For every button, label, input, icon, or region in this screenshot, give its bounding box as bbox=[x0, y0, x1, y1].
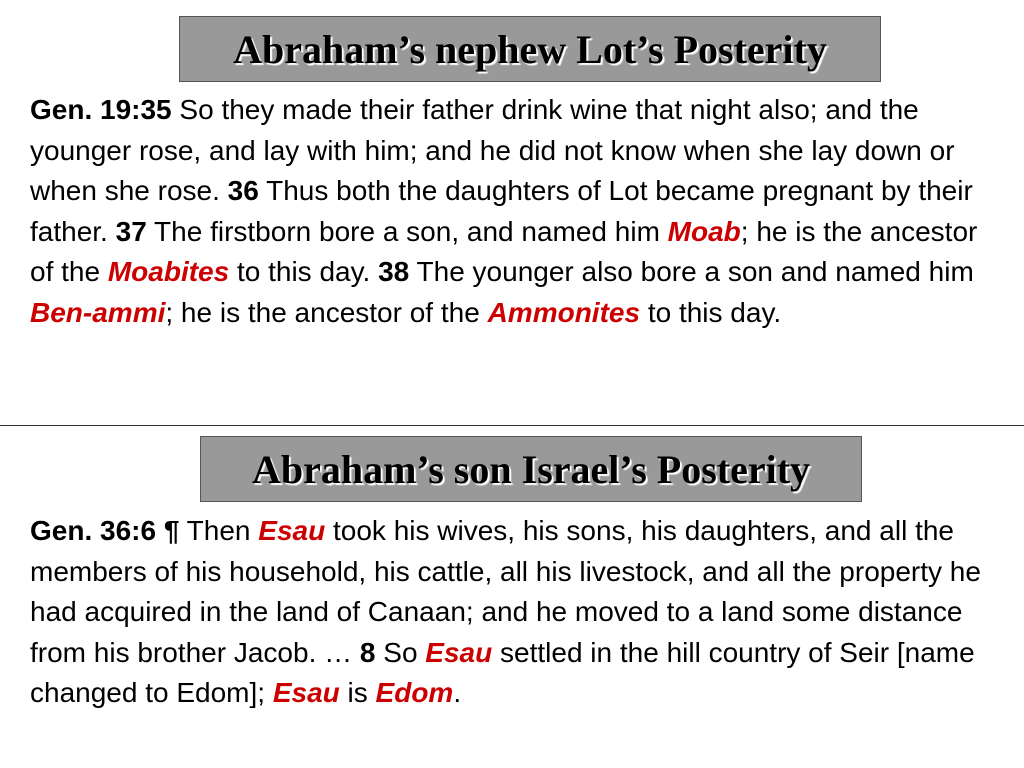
verse-text: The younger also bore a son and named him bbox=[409, 256, 974, 287]
verse-text: Then bbox=[179, 515, 259, 546]
verse-text: . bbox=[453, 677, 462, 708]
highlighted-name: Moabites bbox=[107, 256, 230, 287]
highlighted-name: Esau bbox=[425, 636, 493, 668]
verse-text: The firstborn bore a son, and named him bbox=[146, 215, 668, 247]
verse-text: So bbox=[375, 636, 426, 668]
highlighted-name: Esau bbox=[272, 677, 340, 708]
verse-number: 8 bbox=[359, 636, 376, 668]
verse-text: settled in the hill country of Seir [name changed to Edom]; bbox=[30, 636, 975, 708]
highlighted-name: Esau bbox=[258, 515, 326, 546]
highlighted-name: Moab bbox=[667, 215, 741, 247]
verse-text: So they made their father drink wine that night also; and the younger rose, and lay with him; and he did not know when she lay down or when she rose. bbox=[30, 94, 955, 206]
verse-text: to this day. bbox=[229, 256, 379, 287]
verse-text: took his wives, his sons, his daughters, and all the members of his household, his cattle, all his livestock, and all the property he had acquired in the land of Canaan; and he moved to a land some distance from his brother Jacob. … bbox=[30, 515, 981, 668]
section-title-israel: Abraham’s son Israel’s Posterity bbox=[200, 436, 862, 502]
verse-number: 36 bbox=[227, 175, 259, 206]
highlighted-name: Edom bbox=[375, 677, 454, 708]
verse-text: ; he is the ancestor of the bbox=[165, 296, 488, 328]
verse-text: to this day. bbox=[640, 296, 782, 328]
scripture-paragraph-gen-36 bbox=[30, 511, 1000, 714]
verse-text: ; he is the ancestor of the bbox=[30, 215, 978, 287]
verse-text: Thus both the daughters of Lot became pregnant by their father. bbox=[30, 175, 973, 247]
verse-reference: Gen. 19:35 bbox=[30, 94, 172, 125]
verse-number: 38 bbox=[378, 256, 410, 287]
highlighted-name: Ammonites bbox=[487, 296, 641, 328]
verse-text: is bbox=[339, 677, 376, 708]
scripture-paragraph-gen-19 bbox=[30, 90, 1000, 333]
section-title-lot: Abraham’s nephew Lot’s Posterity bbox=[179, 16, 881, 82]
verse-reference: Gen. 36:6 ¶ bbox=[30, 515, 180, 546]
highlighted-name: Ben-ammi bbox=[30, 296, 166, 328]
verse-number: 37 bbox=[115, 215, 147, 247]
section-divider bbox=[0, 425, 1024, 426]
